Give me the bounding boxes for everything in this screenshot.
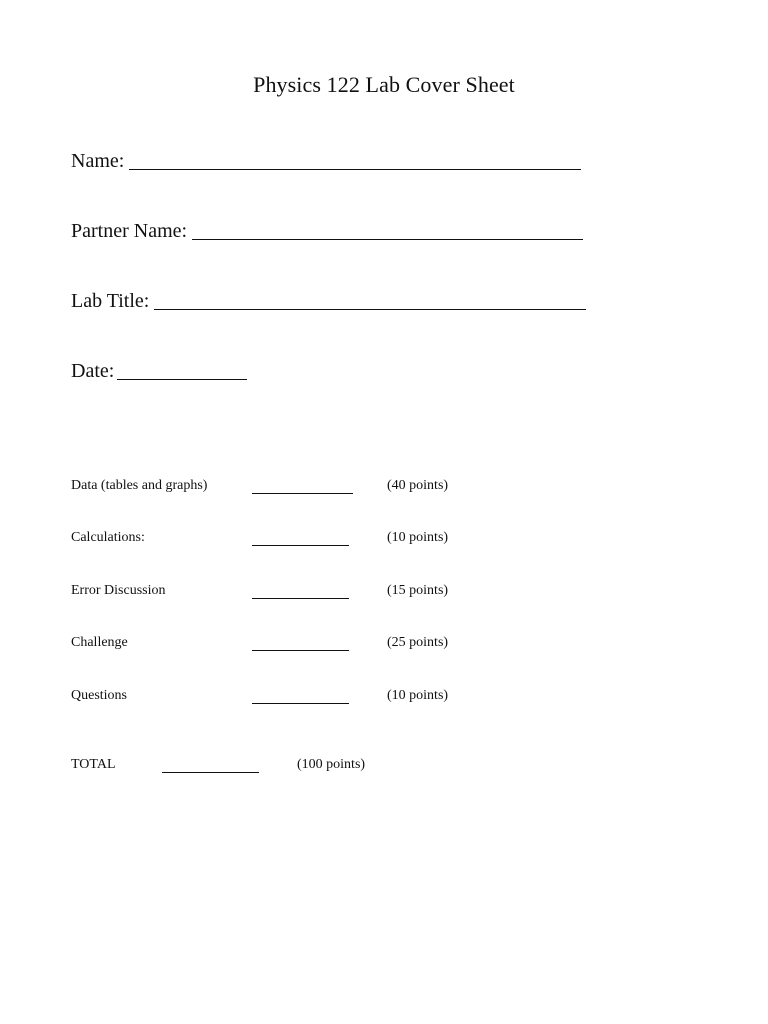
- score-points: (40 points): [387, 478, 449, 493]
- score-blank-line[interactable]: [252, 650, 349, 651]
- score-points: (15 points): [387, 583, 449, 598]
- total-label: TOTAL: [71, 757, 116, 772]
- partner-name-field: [71, 220, 583, 242]
- name-blank-line[interactable]: [129, 151, 581, 170]
- name-label: Name:: [71, 150, 125, 172]
- score-blank-line[interactable]: [252, 703, 349, 704]
- score-points: (10 points): [387, 688, 449, 703]
- date-label: Date:: [71, 360, 115, 382]
- date-blank-line[interactable]: [117, 361, 247, 380]
- score-points: (10 points): [387, 530, 449, 545]
- name-field: [71, 150, 581, 172]
- score-label: Error Discussion: [71, 583, 166, 598]
- score-blank-line[interactable]: [252, 598, 349, 599]
- score-points: (25 points): [387, 635, 449, 650]
- lab-title-field: [71, 290, 586, 312]
- score-label: Data (tables and graphs): [71, 478, 208, 493]
- page-title: Physics 122 Lab Cover Sheet: [253, 72, 515, 97]
- lab-title-blank-line[interactable]: [154, 291, 586, 310]
- lab-title-label: Lab Title:: [71, 290, 150, 312]
- score-label: Questions: [71, 688, 127, 703]
- score-label: Challenge: [71, 635, 128, 650]
- total-blank-line[interactable]: [162, 772, 259, 773]
- partner-name-blank-line[interactable]: [192, 221, 583, 240]
- score-label: Calculations:: [71, 530, 145, 545]
- total-points: (100 points): [297, 757, 366, 772]
- score-blank-line[interactable]: [252, 493, 353, 494]
- date-field: [71, 360, 247, 382]
- score-blank-line[interactable]: [252, 545, 349, 546]
- partner-name-label: Partner Name:: [71, 220, 188, 242]
